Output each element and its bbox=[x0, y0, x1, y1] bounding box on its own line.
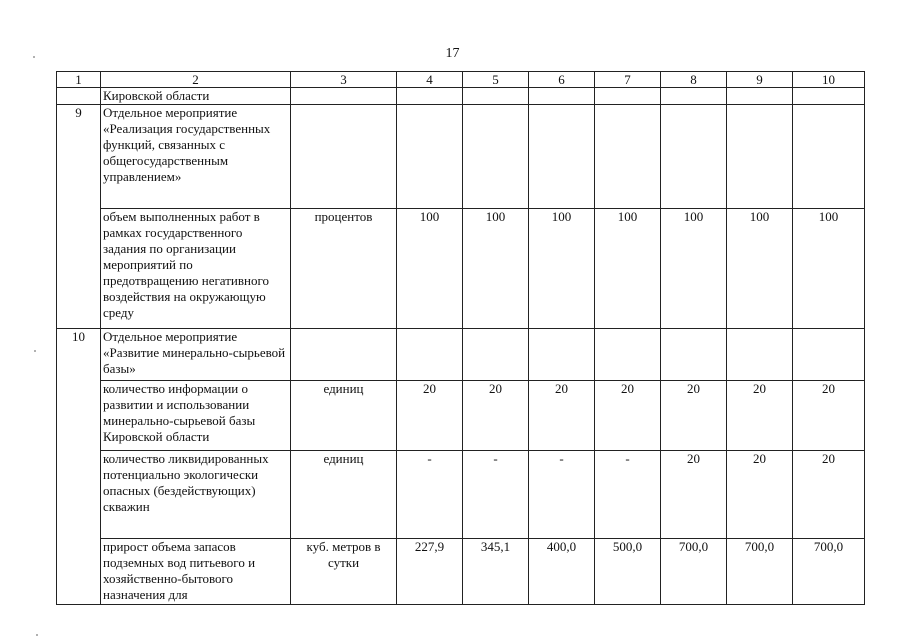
unit-cell: единиц bbox=[291, 451, 397, 539]
indicator-name: объем выполненных работ в рамках государственного задания по организации мероприятий по предотвращению негативного воздействия на окружающую среду bbox=[101, 209, 291, 329]
value-cell bbox=[397, 88, 463, 105]
value-cell bbox=[661, 88, 727, 105]
value-cell bbox=[793, 329, 865, 381]
value-cell: 20 bbox=[463, 381, 529, 451]
value-cell bbox=[463, 88, 529, 105]
value-cell: 100 bbox=[793, 209, 865, 329]
column-header: 5 bbox=[463, 72, 529, 88]
value-cell: 20 bbox=[661, 451, 727, 539]
value-cell bbox=[727, 88, 793, 105]
value-cell: 400,0 bbox=[529, 539, 595, 605]
indicator-table bbox=[56, 71, 865, 605]
scan-speck bbox=[33, 56, 35, 58]
page-number: 17 bbox=[445, 46, 460, 61]
table-row bbox=[57, 539, 865, 605]
value-cell: 20 bbox=[397, 381, 463, 451]
value-cell: 20 bbox=[661, 381, 727, 451]
value-cell bbox=[595, 105, 661, 209]
unit-cell: процентов bbox=[291, 209, 397, 329]
value-cell: - bbox=[463, 451, 529, 539]
value-cell: 227,9 bbox=[397, 539, 463, 605]
value-cell bbox=[793, 105, 865, 209]
table-row bbox=[57, 88, 865, 105]
table-row bbox=[57, 329, 865, 381]
value-cell: - bbox=[529, 451, 595, 539]
value-cell bbox=[397, 105, 463, 209]
value-cell: 100 bbox=[529, 209, 595, 329]
unit-cell bbox=[291, 329, 397, 381]
value-cell: 20 bbox=[727, 381, 793, 451]
indicator-name: Отдельное мероприятие «Развитие минерально-сырьевой базы» bbox=[101, 329, 291, 381]
value-cell: 20 bbox=[793, 381, 865, 451]
indicator-name: количество информации о развитии и использовании минерально-сырьевой базы Кировской области bbox=[101, 381, 291, 451]
column-header: 7 bbox=[595, 72, 661, 88]
unit-cell: куб. метров в сутки bbox=[291, 539, 397, 605]
value-cell: 700,0 bbox=[793, 539, 865, 605]
value-cell: 100 bbox=[397, 209, 463, 329]
value-cell: 700,0 bbox=[661, 539, 727, 605]
column-header: 8 bbox=[661, 72, 727, 88]
value-cell bbox=[529, 88, 595, 105]
value-cell bbox=[529, 105, 595, 209]
indicator-name: Кировской области bbox=[101, 88, 291, 105]
scan-speck bbox=[36, 634, 38, 636]
value-cell: 100 bbox=[463, 209, 529, 329]
value-cell bbox=[727, 329, 793, 381]
value-cell: 20 bbox=[595, 381, 661, 451]
indicator-name: количество ликвидированных потенциально экологически опасных (бездействующих) скважин bbox=[101, 451, 291, 539]
row-number: 9 bbox=[57, 105, 101, 329]
row-number bbox=[57, 88, 101, 105]
scan-speck bbox=[34, 350, 36, 352]
indicator-name: прирост объема запасов подземных вод питьевого и хозяйственно-бытового назначения для bbox=[101, 539, 291, 605]
value-cell: - bbox=[595, 451, 661, 539]
row-number: 10 bbox=[57, 329, 101, 605]
column-header: 4 bbox=[397, 72, 463, 88]
unit-cell: единиц bbox=[291, 381, 397, 451]
column-header: 9 bbox=[727, 72, 793, 88]
unit-cell bbox=[291, 88, 397, 105]
column-header: 10 bbox=[793, 72, 865, 88]
value-cell: 100 bbox=[595, 209, 661, 329]
value-cell bbox=[727, 105, 793, 209]
value-cell: - bbox=[397, 451, 463, 539]
table-row bbox=[57, 451, 865, 539]
column-header: 3 bbox=[291, 72, 397, 88]
value-cell bbox=[661, 105, 727, 209]
value-cell bbox=[793, 88, 865, 105]
table-row bbox=[57, 381, 865, 451]
value-cell: 100 bbox=[661, 209, 727, 329]
table-row bbox=[57, 105, 865, 209]
column-header: 1 bbox=[57, 72, 101, 88]
unit-cell bbox=[291, 105, 397, 209]
value-cell: 100 bbox=[727, 209, 793, 329]
table-row bbox=[57, 209, 865, 329]
column-header: 2 bbox=[101, 72, 291, 88]
value-cell bbox=[463, 329, 529, 381]
value-cell bbox=[661, 329, 727, 381]
value-cell: 345,1 bbox=[463, 539, 529, 605]
value-cell bbox=[529, 329, 595, 381]
table-header-row bbox=[57, 72, 865, 88]
value-cell bbox=[595, 88, 661, 105]
value-cell: 20 bbox=[529, 381, 595, 451]
value-cell bbox=[463, 105, 529, 209]
value-cell: 20 bbox=[727, 451, 793, 539]
value-cell bbox=[397, 329, 463, 381]
value-cell bbox=[595, 329, 661, 381]
indicator-name: Отдельное мероприятие «Реализация государственных функций, связанных с общегосударственным управлением» bbox=[101, 105, 291, 209]
value-cell: 500,0 bbox=[595, 539, 661, 605]
column-header: 6 bbox=[529, 72, 595, 88]
value-cell: 700,0 bbox=[727, 539, 793, 605]
value-cell: 20 bbox=[793, 451, 865, 539]
